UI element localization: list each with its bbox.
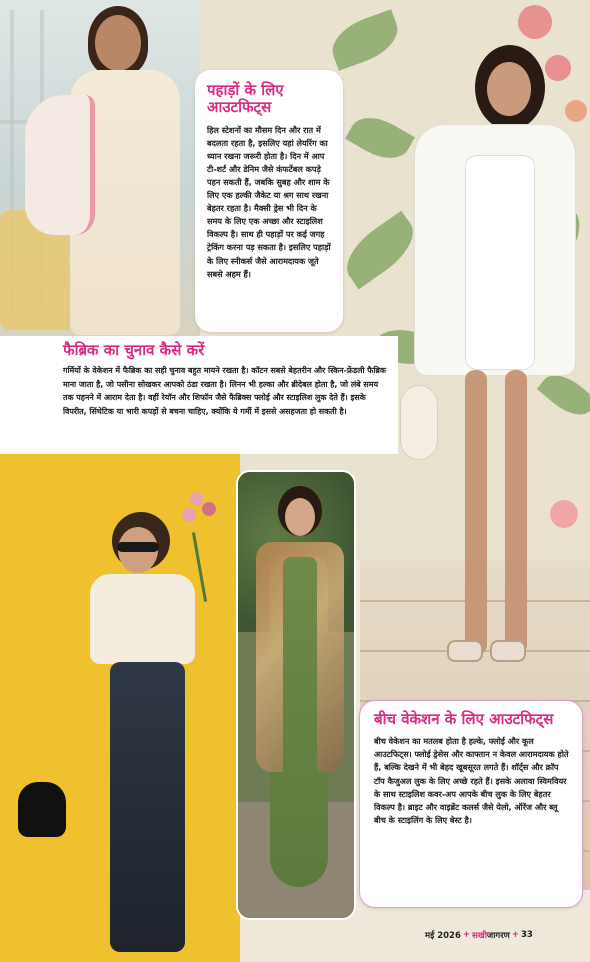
page-footer	[425, 928, 533, 942]
beach-title: बीच वेकेशन के लिए आउटफिट्स	[374, 710, 554, 728]
mountains-body: हिल स्टेशनों का मौसम दिन और रात में बदलता रहता है, इसलिए यहां लेयरिंग का ध्यान रखना जरूरी होता है। दिन में आप टी-शर्ट और डेनिम जैसे कंफर्टेबल कपड़े पहन सकती हैं, जबकि सुबह और शाम के लिए एक हल्की जैकेट या श्रग साथ रखना बेहतर रहता है। मैक्सी ड्रेस भी दिन के समय के लिए एक अच्छा और स्टाइलिश विकल्प है। साथ ही पहाड़ों पर कई जगह ट्रेकिंग करना पड़ सकता है। इसलिए पहाड़ों के लिए स्नीकर्स जैसे आरामदायक जूते सबसे अहम हैं।	[207, 124, 331, 279]
mountains-title: पहाड़ों के लिए आउटफिट्स	[207, 81, 284, 117]
separator-plus-icon: +	[462, 930, 470, 940]
mountains-outfits-box	[195, 70, 343, 332]
separator-plus-icon: +	[511, 930, 519, 940]
fabric-body: गर्मियों के वेकेशन में फैब्रिक का सही चुनाव बहुत मायने रखता है। कॉटन सबसे बेहतरीन और स्किन-फ्रेंडली फैब्रिक माना जाता है, जो पसीना सोखकर आपको ठंडा रखता है। लिनन भी हल्का और ब्रीदेबल होता है, जो लंबे समय तक पहनने में आराम देता है। वहीं रेयॉन और शिफॉन जैसे फैब्रिक्स फ्लोई और स्टाइलिश लुक देते हैं। इसके विपरीत, सिंथेटिक या भारी कपड़ों से बचना चाहिए, क्योंकि ये गर्मी में इससे असहजता हो सकती है।	[63, 366, 386, 416]
photo-woman-green-dress-printed-jacket	[236, 470, 356, 920]
beach-body: बीच वेकेशन का मतलब होता है हल्के, फ्लोई और कूल आउटफिट्स। फ्लोई ड्रेसेस और काफ्तान न केवल आरामदायक होते हैं, बल्कि देखने में भी बेहद खूबसूरत लगते हैं। शॉर्ट्स और क्रॉप टॉप कैजुअल लुक के लिए अच्छे रहते हैं। इसके अलावा स्विमवियर के साथ स्टाइलिश कवर-अप आपके बीच लुक के लिए बेहतर विकल्प है। ब्राइट और वाइब्रेंट कलर्स जैसे येलो, ऑरेंज और ब्लू बीच के स्टाइलिंग के लिए बेस्ट है।	[374, 736, 569, 825]
photo-woman-yellow-wall-jeans	[0, 452, 240, 962]
brand-sakhi: सखी	[472, 930, 487, 941]
fabric-choice-section	[0, 336, 398, 454]
photo-woman-floral-saree	[0, 0, 205, 338]
fabric-title: फैब्रिक का चुनाव कैसे करें	[63, 341, 205, 359]
issue-date: मई 2026	[425, 930, 461, 941]
page-number: 33	[520, 930, 533, 940]
beach-outfits-box	[359, 700, 583, 908]
photo-woman-white-shirt-dress	[395, 40, 590, 680]
brand-jagran: जागरण	[486, 930, 510, 941]
